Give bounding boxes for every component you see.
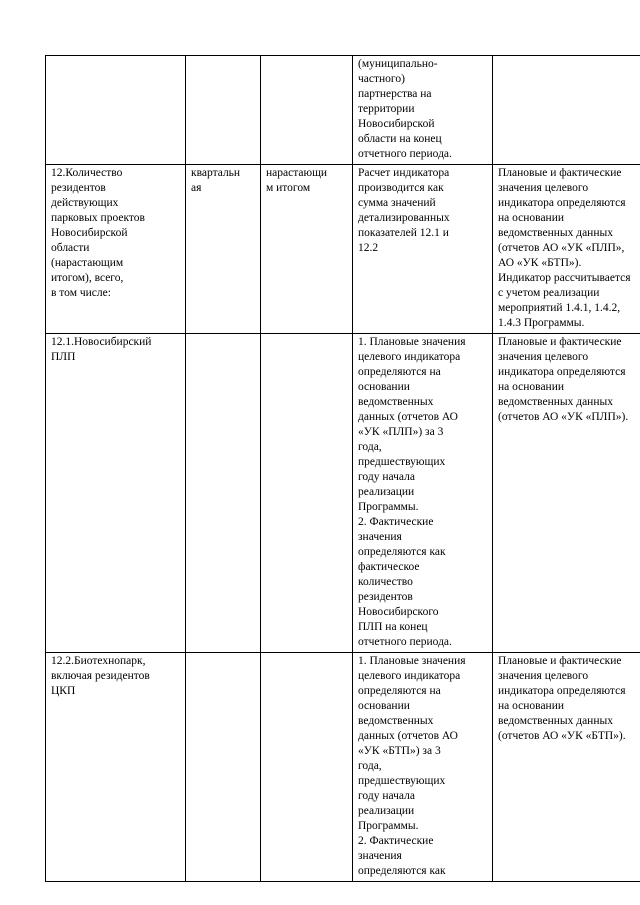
periodicity-cell (186, 334, 261, 653)
periodicity-cell (186, 653, 261, 882)
accumulation-cell (261, 56, 353, 165)
data-source-cell: Плановые и фактические значения целевого индикатора определяются на основании ведомственных данных (отчетов АО «УК «ПЛП», АО «УК «БТП»). Индикатор рассчитывается с учетом реализации мероприятий 1.4.1, 1.4.2, 1.4.3 Программы. (493, 165, 640, 334)
indicator-table (45, 55, 640, 882)
table-row (46, 56, 640, 165)
data-source-cell: Плановые и фактические значения целевого индикатора определяются на основании ведомственных данных (отчетов АО «УК «ПЛП»). (493, 334, 640, 653)
calculation-method-cell: 1. Плановые значения целевого индикатора определяются на основании ведомственных данных (отчетов АО «УК «БТП») за 3 года, предшествующих году начала реализации Программы. 2. Фактические значения определяются как (353, 653, 493, 882)
data-source-cell: Плановые и фактические значения целевого индикатора определяются на основании ведомственных данных (отчетов АО «УК «БТП»). (493, 653, 640, 882)
calculation-method-cell: Расчет индикатора производится как сумма значений детализированных показателей 12.1 и 12.2 (353, 165, 493, 334)
calculation-method-cell: 1. Плановые значения целевого индикатора определяются на основании ведомственных данных (отчетов АО «УК «ПЛП») за 3 года, предшествующих году начала реализации Программы. 2. Фактические значения определяются как фактическое количество резидентов Новосибирского ПЛП на конец отчетного периода. (353, 334, 493, 653)
indicator-name-cell: 12.2.Биотехнопарк, включая резидентов ЦКП (46, 653, 186, 882)
calculation-method-cell: (муниципально- частного) партнерства на территории Новосибирской области на конец отчетного периода. (353, 56, 493, 165)
table-row (46, 653, 640, 882)
accumulation-cell: нарастающи м итогом (261, 165, 353, 334)
data-source-cell (493, 56, 640, 165)
table-row (46, 165, 640, 334)
periodicity-cell (186, 56, 261, 165)
accumulation-cell (261, 334, 353, 653)
accumulation-cell (261, 653, 353, 882)
table-row (46, 334, 640, 653)
indicator-name-cell: 12.Количество резидентов действующих парковых проектов Новосибирской области (нарастающим итогом), всего, в том числе: (46, 165, 186, 334)
periodicity-cell: квартальн ая (186, 165, 261, 334)
indicator-name-cell (46, 56, 186, 165)
indicator-name-cell: 12.1.Новосибирский ПЛП (46, 334, 186, 653)
